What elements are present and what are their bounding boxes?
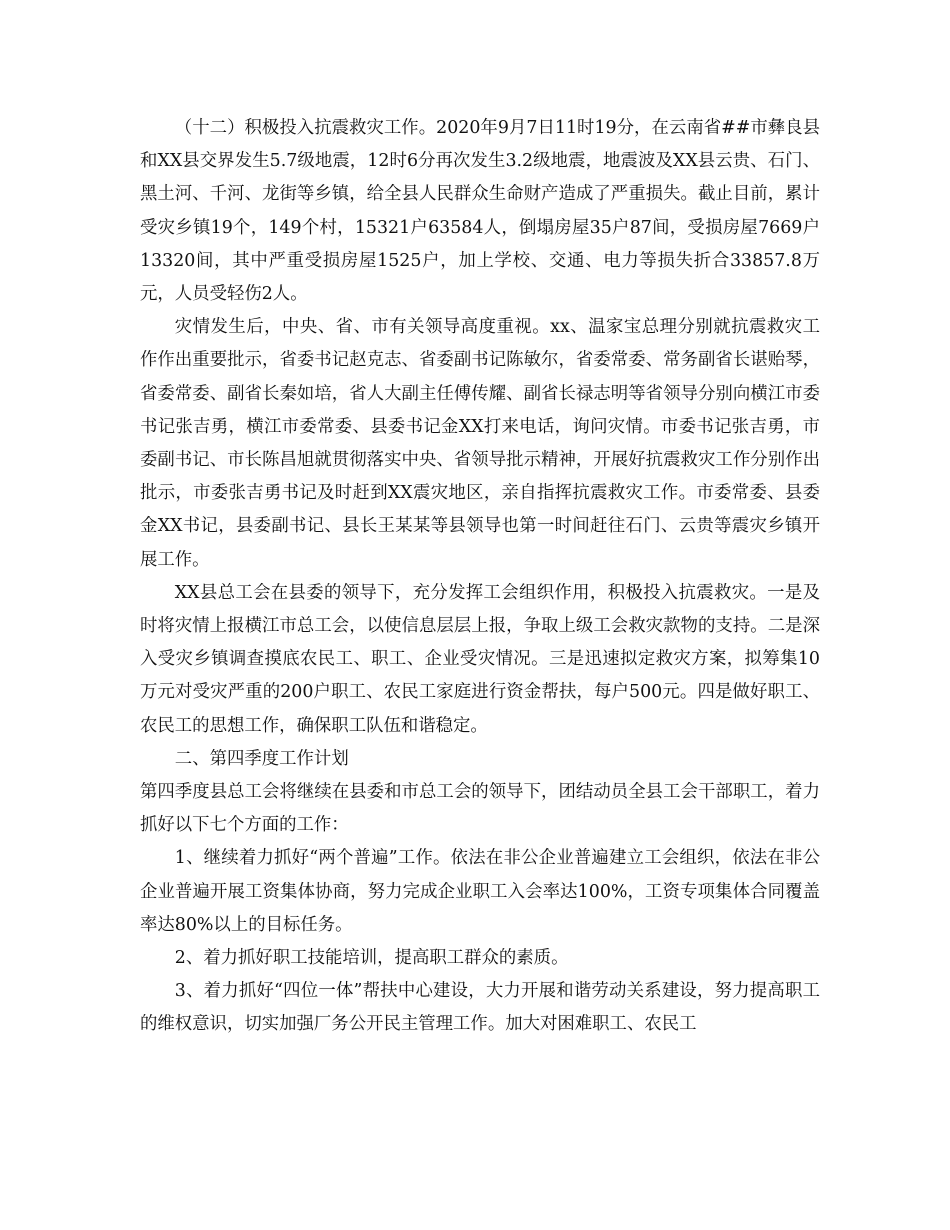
paragraph-earthquake-relief: （十二）积极投入抗震救灾工作。2020年9月7日11时19分，在云南省##市彝良县和XX县交界发生5.7级地震，12时6分再次发生3.2级地震，地震波及XX县云贵、石门、黑土河、千河、龙街等乡镇，给全县人民群众生命财产造成了严重损失。截止目前，累计受灾乡镇19个，149个村，15321户63584人，倒塌房屋35户87间，受损房屋7669户13320间，其中严重受损房屋1525户，加上学校、交通、电力等损失折合33857.8万元，人员受轻伤2人。	[140, 118, 820, 305]
paragraph-q4-intro: 第四季度县总工会将继续在县委和市总工会的领导下，团结动员全县工会干部职工，着力抓好以下七个方面的工作：	[140, 782, 820, 836]
paragraph-leadership-attention: 灾情发生后，中央、省、市有关领导高度重视。xx、温家宝总理分别就抗震救灾工作作出重要批示，省委书记赵克志、省委副书记陈敏尔，省委常委、常务副省长谌贻琴，省委常委、副省长秦如培，省人大副主任傅传耀、副省长禄志明等省领导分别向横江市委书记张吉勇，横江市委常委、县委书记金XX打来电话，询问灾情。市委书记张吉勇，市委副书记、市长陈昌旭就贯彻落实中央、省领导批示精神，开展好抗震救灾工作分别作出批示，市委张吉勇书记及时赶到XX震灾地区，亲自指挥抗震救灾工作。市委常委、县委金XX书记，县委副书记、县长王某某等县领导也第一时间赶往石门、云贵等震灾乡镇开展工作。	[140, 317, 820, 570]
paragraph-union-actions: XX县总工会在县委的领导下，充分发挥工会组织作用，积极投入抗震救灾。一是及时将灾情上报横江市总工会，以使信息层层上报，争取上级工会救灾款物的支持。二是深入受灾乡镇调查摸底农民工、职工、企业受灾情况。三是迅速拟定救灾方案，拟筹集10万元对受灾严重的200户职工、农民工家庭进行资金帮扶，每户500元。四是做好职工、农民工的思想工作，确保职工队伍和谐稳定。	[140, 582, 820, 736]
section-heading-q4-plan: 二、第四季度工作计划	[174, 748, 349, 769]
plan-item-3: 3、着力抓好“四位一体”帮扶中心建设，大力开展和谐劳动关系建设，努力提高职工的维权意识，切实加强厂务公开民主管理工作。加大对困难职工、农民工	[140, 981, 820, 1035]
document-body	[140, 112, 820, 1042]
plan-item-2: 2、着力抓好职工技能培训，提高职工群众的素质。	[174, 948, 569, 969]
plan-item-1: 1、继续着力抓好“两个普遍”工作。依法在非公企业普遍建立工会组织，依法在非公企业普遍开展工资集体协商，努力完成企业职工入会率达100%，工资专项集体合同覆盖率达80%以上的目标任务。	[140, 848, 820, 935]
